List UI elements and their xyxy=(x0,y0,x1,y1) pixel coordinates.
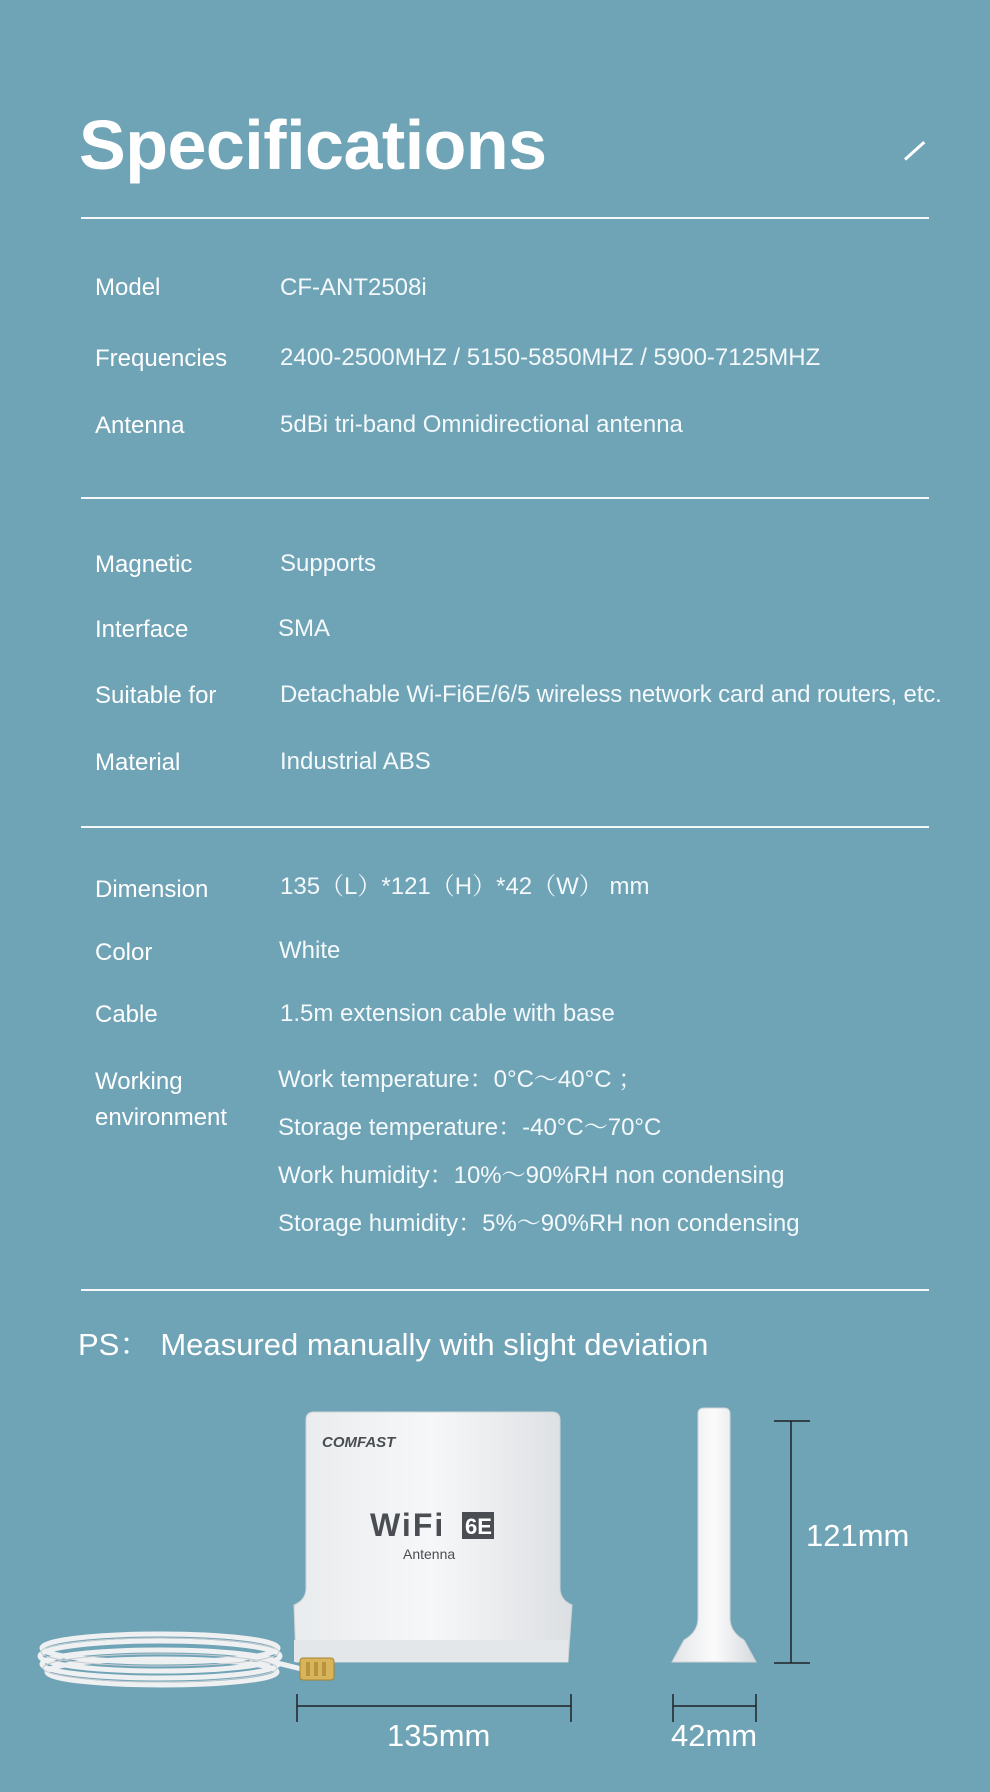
env-line: Work temperature：0°C～40°C ； xyxy=(278,1066,643,1093)
spec-value-model: CF-ANT2508i xyxy=(280,274,427,301)
env-line: Work humidity：10%～90%RH non condensing xyxy=(278,1162,785,1189)
depth-dimension-label: 42mm xyxy=(671,1718,758,1753)
env-line: Storage temperature：-40°C～70°C xyxy=(278,1114,662,1141)
spec-value-magnetic: Supports xyxy=(280,550,377,577)
divider xyxy=(81,826,929,828)
sma-connector xyxy=(300,1658,334,1680)
page-title: Specifications xyxy=(79,106,547,184)
height-dimension-label: 121mm xyxy=(806,1518,910,1553)
spec-label-interface: Interface xyxy=(95,616,189,643)
spec-label-antenna: Antenna xyxy=(95,412,185,439)
width-dimension-label: 135mm xyxy=(387,1718,491,1753)
spec-value-suitable-for: Detachable Wi-Fi6E/6/5 wireless network card and routers, etc. xyxy=(280,681,942,708)
spec-label-cable: Cable xyxy=(95,1001,158,1028)
spec-value-cable: 1.5m extension cable with base xyxy=(280,1000,615,1027)
antenna-subtitle: Antenna xyxy=(403,1546,456,1562)
spec-value-material: Industrial ABS xyxy=(280,748,431,775)
spec-label-color: Color xyxy=(95,939,153,966)
slash-decoration xyxy=(904,141,925,161)
ps-note xyxy=(78,1323,708,1367)
spec-value-interface: SMA xyxy=(278,615,331,642)
divider xyxy=(81,497,929,499)
spec-value-frequencies: 2400-2500MHZ / 5150-5850MHZ / 5900-7125MHZ xyxy=(280,344,821,371)
spec-label-magnetic: Magnetic xyxy=(95,551,193,578)
ps-text: Measured manually with slight deviation xyxy=(160,1327,709,1362)
product-figure xyxy=(0,1400,990,1787)
spec-label-material: Material xyxy=(95,749,181,776)
divider xyxy=(81,1289,929,1291)
spec-label-dimension: Dimension xyxy=(95,876,209,903)
ps-key: PS： xyxy=(78,1327,151,1362)
spec-value-color: White xyxy=(279,937,341,964)
spec-label-frequencies: Frequencies xyxy=(95,345,228,372)
spec-value-dimension: 135（L）*121（H）*42（W） mm xyxy=(280,873,650,900)
spec-value-antenna: 5dBi tri-band Omnidirectional antenna xyxy=(280,411,683,438)
spec-label-working-environment-2: environment xyxy=(95,1104,228,1131)
antenna-illustration xyxy=(0,1400,990,1787)
spec-label-working-environment-1: Working xyxy=(95,1068,183,1095)
spec-label-model: Model xyxy=(95,274,161,301)
antenna-side-body xyxy=(672,1408,756,1662)
env-line: Storage humidity：5%～90%RH non condensing xyxy=(278,1210,800,1237)
spec-label-suitable-for: Suitable for xyxy=(95,682,217,709)
wifi-6e-badge: 6E xyxy=(465,1514,492,1539)
wifi-logo: WiFi xyxy=(370,1507,446,1543)
divider xyxy=(81,217,929,219)
brand-logo: COMFAST xyxy=(322,1434,396,1451)
